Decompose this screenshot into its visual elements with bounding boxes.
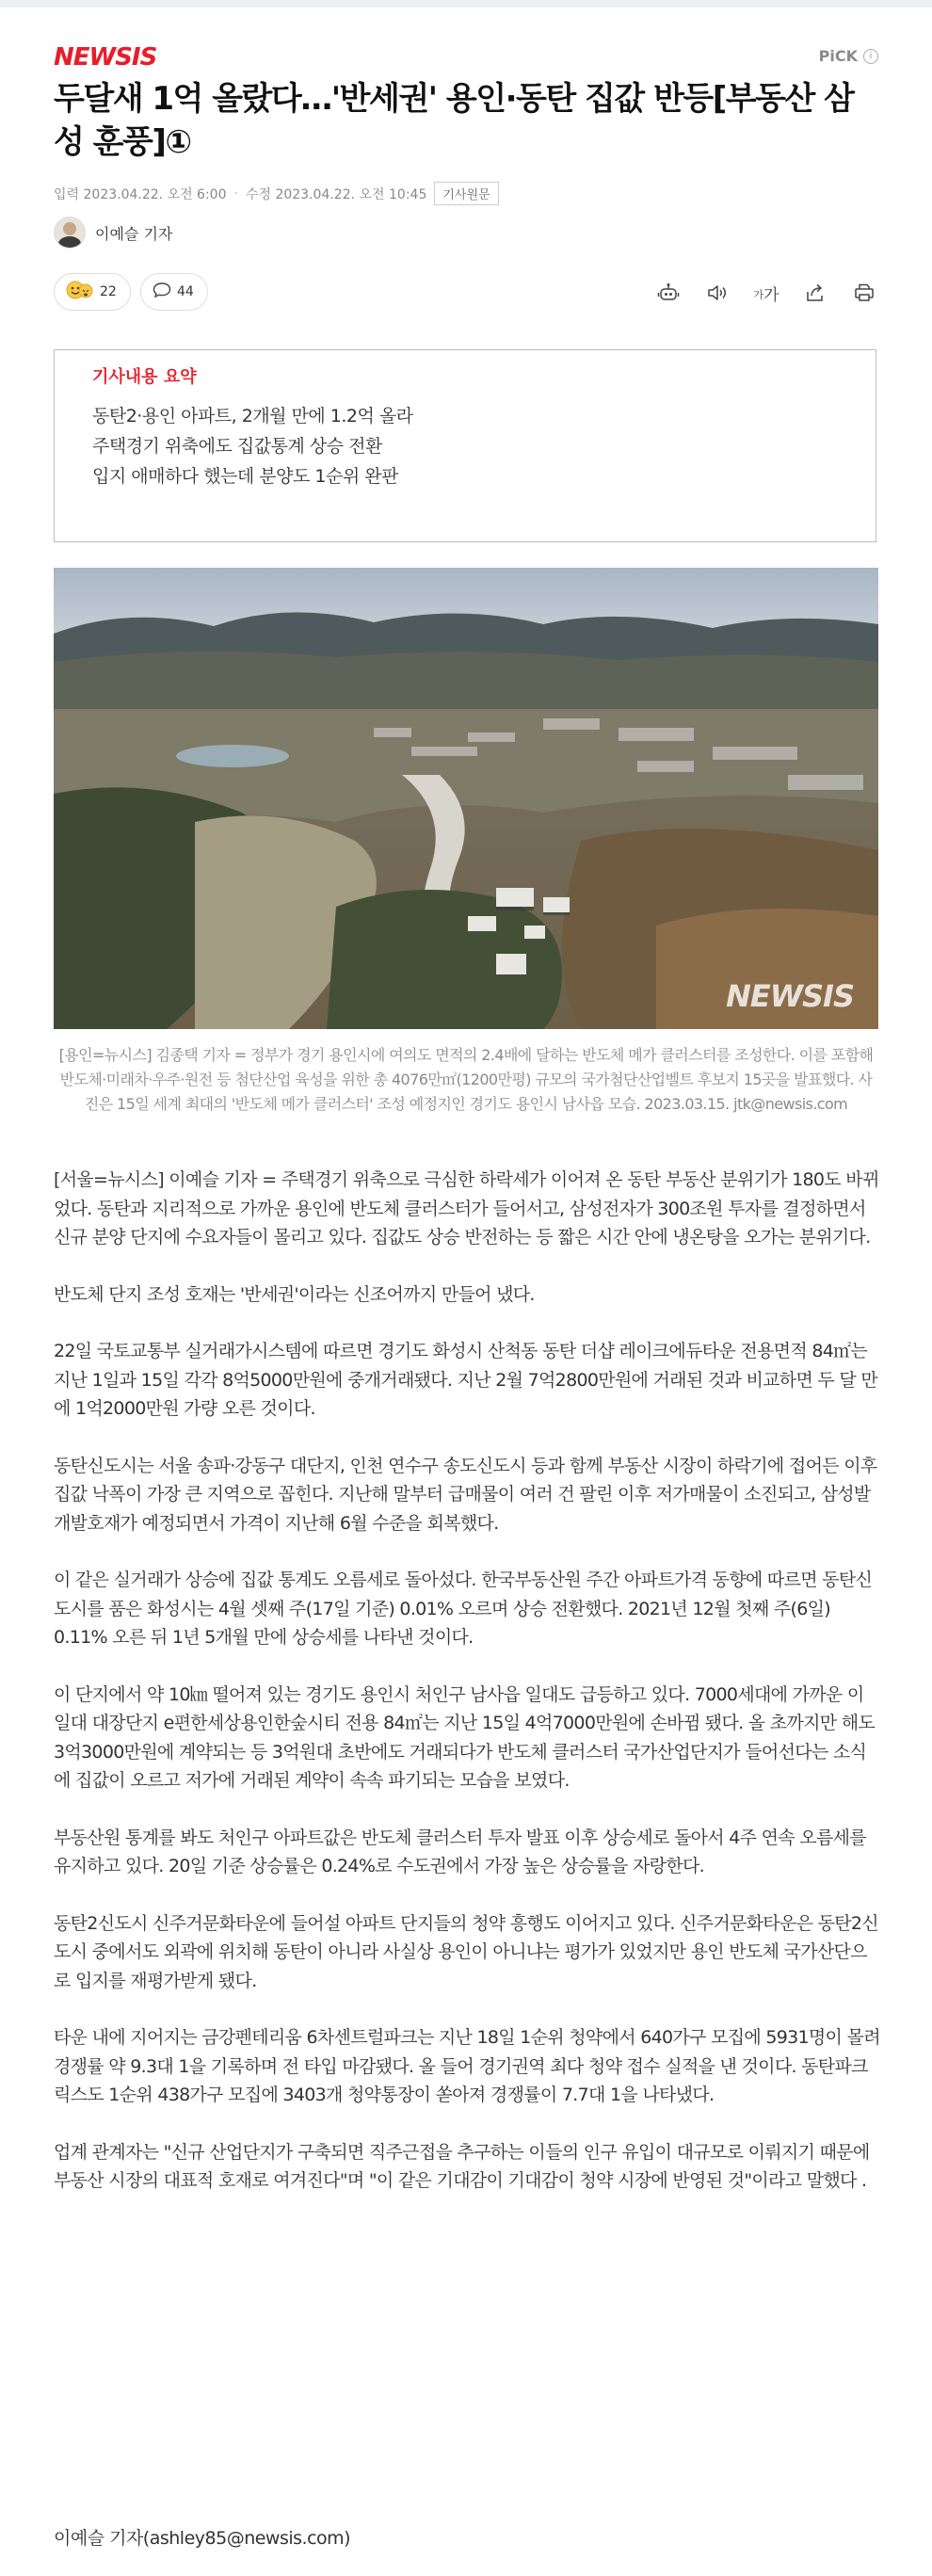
pick-label: PiCK bbox=[818, 47, 858, 65]
avatar bbox=[54, 217, 86, 249]
font-size-label: 가 bbox=[763, 285, 779, 305]
summary-list bbox=[92, 401, 838, 491]
article-photo bbox=[54, 568, 878, 1029]
author-name[interactable]: 이예슬 기자 bbox=[95, 224, 173, 243]
comment-button[interactable] bbox=[140, 273, 208, 311]
article-meta bbox=[54, 182, 499, 205]
share-icon[interactable] bbox=[801, 279, 829, 307]
summary-heading: 기사내용 요약 bbox=[92, 367, 197, 387]
photo-watermark: NEWSIS bbox=[726, 978, 854, 1014]
print-icon[interactable] bbox=[850, 279, 878, 307]
summary-item: 동탄2·용인 아파트, 2개월 만에 1.2억 올라 bbox=[92, 406, 413, 427]
reaction-count: 22 bbox=[100, 284, 117, 299]
emoji-reaction-icon bbox=[66, 280, 94, 304]
original-article-link[interactable]: 기사원문 bbox=[434, 182, 498, 205]
article-paragraph: 동탄2신도시 신주거문화타운에 들어설 아파트 단지들의 청약 흥행도 이어지고 있다. 신주거문화타운은 동탄2신도시 중에서도 외곽에 위치해 동탄이 아니라 사실상 용인이 아니냐는 평가가 있었지만 용인 반도체 국가산단으로 입지를 재평가받게 됐다. bbox=[54, 1912, 878, 1991]
summary-item: 주택경기 위축에도 집값통계 상승 전환 bbox=[92, 436, 382, 457]
published-date: 입력 2023.04.22. 오전 6:00 bbox=[54, 186, 227, 202]
article-paragraph: 이 같은 실거래가 상승에 집값 통계도 오름세로 돌아섰다. 한국부동산원 주간 아파트가격 동향에 따르면 동탄신도시를 품은 화성시는 4월 셋째 주(17일 기준) 0.01% 오르며 상승 전환했다. 2021년 12월 첫째 주(6일) 0.11% 오른 뒤 1년 5개월 만에 상승세를 나타낸 것이다. bbox=[54, 1570, 873, 1648]
reporter-byline[interactable]: 이예슬 기자(ashley85@newsis.com) bbox=[54, 2528, 351, 2549]
aerial-landscape-image bbox=[54, 568, 878, 1029]
action-bar bbox=[54, 273, 878, 313]
audio-bot-icon[interactable] bbox=[654, 279, 683, 307]
article-paragraph: 이 단지에서 약 10㎞ 떨어져 있는 경기도 용인시 처인구 남사읍 일대도 급등하고 있다. 7000세대에 가까운 이 일대 대장단지 e편한세상용인한숲시티 전용 84㎡는 지난 15일 4억7000만원에 손바뀜 됐다. 올 초까지만 해도 3억3000만원에 계약되는 등 3억원대 초반에도 거래되다가 반도체 클러스터 국가산업단지가 들어선다는 소식에 집값이 오르고 저가에 거래된 계약이 속속 파기되는 모습을 보였다. bbox=[54, 1683, 876, 1791]
summary-item: 입지 애매하다 했는데 분양도 1순위 완판 bbox=[92, 466, 398, 487]
photo-caption: [용인=뉴시스] 김종택 기자 = 정부가 경기 용인시에 여의도 면적의 2.4배에 달하는 반도체 메가 클러스터를 조성한다. 이를 포함해 반도체·미래차·우주·원전 등 첨단산업 육성을 위한 총 4076만㎡(1200만평) 규모의 국가첨단산업벨트 후보지 15곳을 발표했다. 사진은 15일 세계 최대의 '반도체 메가 클러스터' 조성 예정지인 경기도 용인시 남사읍 모습. 2023.03.15. jtk@newsis.com bbox=[58, 1046, 874, 1113]
reaction-button[interactable] bbox=[54, 273, 131, 311]
info-icon[interactable]: i bbox=[863, 49, 878, 64]
article-tools bbox=[654, 279, 878, 307]
top-strip bbox=[0, 0, 932, 8]
font-size-icon[interactable]: 가 가 bbox=[752, 279, 780, 307]
article-paragraph: 동탄신도시는 서울 송파·강동구 대단지, 인천 연수구 송도신도시 등과 함께 부동산 시장이 하락기에 접어든 이후 집값 낙폭이 가장 큰 지역으로 꼽힌다. 지난해 말부터 급매물이 여러 건 팔린 이후 저가매물이 소진되고, 삼성발 개발호재가 예정되면서 가격이 지난해 6월 수준을 회복했다. bbox=[54, 1455, 877, 1534]
modified-date: 수정 2023.04.22. 오전 10:45 bbox=[245, 186, 427, 202]
article-paragraph: 타운 내에 지어지는 금강펜테리움 6차센트럴파크는 지난 18일 1순위 청약에서 640가구 모집에 5931명이 몰려 경쟁률 약 9.3대 1을 기록하며 전 타입 마감됐다. 올 들어 경기권역 최다 청약 접수 실적을 낸 것이다. 동탄파크릭스도 1순위 438가구 모집에 3403개 청약통장이 쏟아져 경쟁률이 7.7대 1을 나타냈다. bbox=[54, 2027, 880, 2105]
article-body bbox=[54, 1166, 882, 2224]
article-summary-box bbox=[54, 349, 876, 542]
article-paragraph: 22일 국토교통부 실거래가시스템에 따르면 경기도 화성시 산척동 동탄 더샵 레이크에듀타운 전용면적 84㎡는 지난 1일과 15일 각각 8억5000만원에 중개거래됐다. 지난 2월 7억2800만원에 거래된 것과 비교하면 두 달 만에 1억2000만원 가량 오른 것이다. bbox=[54, 1341, 878, 1419]
meta-separator: · bbox=[233, 185, 238, 201]
pick-badge[interactable] bbox=[819, 47, 878, 65]
newsis-logo[interactable]: NEWSIS bbox=[54, 43, 157, 72]
speaker-icon[interactable] bbox=[703, 279, 731, 307]
comment-icon bbox=[153, 282, 171, 302]
article-paragraph: [서울=뉴시스] 이예슬 기자 = 주택경기 위축으로 극심한 하락세가 이어져 온 동탄 부동산 분위기가 180도 바뀌었다. 동탄과 지리적으로 가까운 용인에 반도체 클러스터가 들어서고, 삼성전자가 300조원 투자를 결정하면서 신규 분양 단지에 수요자들이 몰리고 있다. 집값도 상승 반전하는 등 짧은 시간 안에 냉온탕을 오가는 분위기다. bbox=[54, 1169, 879, 1248]
article-header bbox=[54, 43, 878, 72]
author-info[interactable] bbox=[54, 217, 172, 249]
article-title: 두달새 1억 올랐다…'반세권' 용인·동탄 집값 반등[부동산 삼성 훈풍]① bbox=[54, 80, 854, 161]
article-paragraph: 업계 관계자는 "신규 산업단지가 구축되면 직주근접을 추구하는 이들의 인구 유입이 대규모로 이뤄지기 때문에 부동산 시장의 대표적 호재로 여겨진다"며 "이 같은 기대감이 기대감이 청약 시장에 반영된 것"이라고 말했다 . bbox=[54, 2141, 870, 2191]
article-paragraph: 부동산원 통계를 봐도 처인구 아파트값은 반도체 클러스터 투자 발표 이후 상승세로 돌아서 4주 연속 오름세를 유지하고 있다. 20일 기준 상승률은 0.24%로 수도권에서 가장 높은 상승률을 자랑한다. bbox=[54, 1827, 866, 1876]
article-paragraph: 반도체 단지 조성 호재는 '반세권'이라는 신조어까지 만들어 냈다. bbox=[54, 1283, 535, 1305]
comment-count: 44 bbox=[177, 284, 194, 299]
